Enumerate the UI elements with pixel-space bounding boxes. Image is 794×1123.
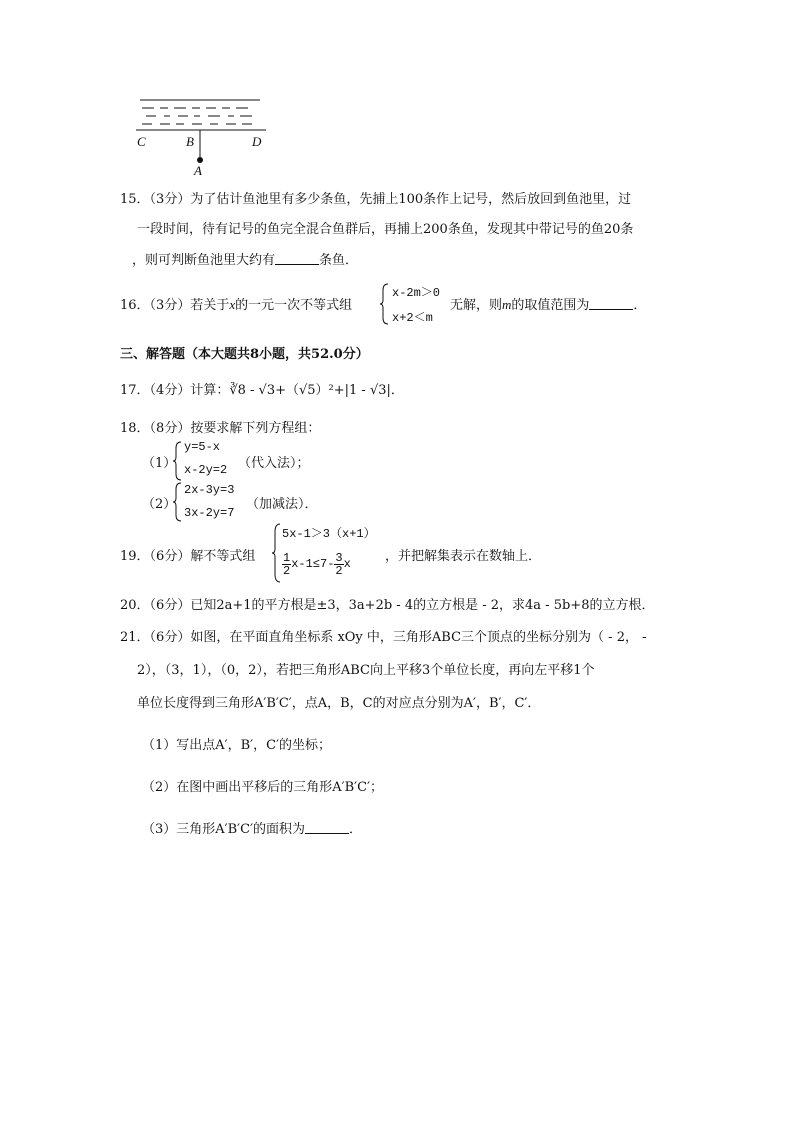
- q18-p2-eq2: 3x-2y=7: [184, 506, 235, 520]
- q19-suffix: ，并把解集表示在数轴上．: [385, 549, 542, 564]
- q18-p1-eq2: x-2y=2: [184, 463, 228, 477]
- q16-ineq2: x+2＜m: [392, 311, 433, 325]
- q18-p1-method: （代入法）；: [238, 456, 310, 471]
- q19-frac1-den: 2: [283, 563, 291, 578]
- q16-prefix: [120, 294, 352, 313]
- q19-ineq2-mid: x-1≤7-: [291, 557, 335, 571]
- label-b: B: [186, 134, 194, 149]
- q17-expression: ∛8 - √3+（√5）²+|1 - √3|．: [229, 383, 404, 398]
- q19-frac2-den: 2: [335, 563, 343, 578]
- q21-line2: 2），（3，1），（0，2），若把三角形ABC向上平移3个单位长度，再向左平移1个: [137, 663, 595, 678]
- q16-var-x: x: [229, 297, 236, 312]
- section-title: 三、解答题（本大题共8小题，共52.0分）: [120, 347, 369, 362]
- q15-line3-after: 条鱼．: [319, 253, 359, 268]
- answer-blank: [589, 297, 633, 310]
- q19-frac2: [334, 552, 343, 577]
- q16-suffix-b: 的取值范围为: [511, 298, 590, 313]
- q18-p2-eq1: 2x-3y=3: [184, 483, 235, 497]
- q16-suffix-a: 无解，则: [450, 298, 503, 313]
- q21-sub3-after: ．: [349, 822, 363, 837]
- q19-ineq2: [282, 549, 351, 579]
- q18-p1-eq1: y=5-x: [184, 440, 221, 454]
- q15-line2: 一段时间，待有记号的鱼完全混合鱼群后，再捕上200条鱼，发现其中带记号的鱼20条: [137, 222, 634, 237]
- q21-sub3-before: （3）三角形A′B′C′的面积为: [142, 822, 306, 837]
- q15-line1: 15．（3分）为了估计鱼池里有多少条鱼，先捕上100条作上记号，然后放回到鱼池里，过: [120, 192, 632, 207]
- q18-p2-brace: [173, 481, 183, 523]
- question-17: [120, 379, 404, 398]
- answer-blank: [275, 252, 319, 265]
- q19-brace: [272, 522, 282, 584]
- q16-end: ．: [633, 298, 647, 313]
- q18-p1-brace: [173, 440, 183, 482]
- q19-frac1: [282, 552, 291, 577]
- q19-ineq2-end: x: [343, 557, 351, 571]
- q18-prefix: 18．（8分）按要求解下列方程组：: [120, 421, 321, 436]
- answer-blank: [305, 821, 349, 834]
- q16-brace: [380, 282, 390, 326]
- q21-sub1: （1）写出点A′，B′，C′的坐标；: [142, 738, 332, 753]
- q16-prefix-text: 16．（3分）若关于: [120, 298, 230, 313]
- q15-line3: [132, 249, 358, 268]
- q16-var-m: m: [502, 297, 512, 312]
- q17-prefix: 17．（4分）计算：: [120, 383, 230, 398]
- q16-ineq1: x-2m＞0: [392, 286, 441, 300]
- q16-mid-text: 的一元一次不等式组: [235, 298, 353, 313]
- q18-p2-label: （2）: [142, 497, 177, 512]
- q18-p1-label: （1）: [142, 456, 177, 471]
- q21-line3: 单位长度得到三角形A′B′C′，点A，B，C的对应点分别为A′，B′，C′．: [137, 696, 541, 711]
- q19-frac1-num: 1: [283, 550, 291, 565]
- label-a: A: [194, 163, 202, 178]
- q19-prefix: 19．（6分）解不等式组: [120, 549, 256, 564]
- label-c: C: [137, 134, 146, 149]
- q21-line1: 21．（6分）如图，在平面直角坐标系 xOy 中，三角形ABC三个顶点的坐标分别为（ - 2， -: [120, 630, 647, 645]
- q15-line3-before: ，则可判断鱼池里大约有: [132, 253, 276, 268]
- label-d: D: [252, 134, 262, 149]
- q21-sub3: [142, 818, 362, 837]
- q18-p2-method: （加减法）．: [246, 497, 318, 512]
- q19-frac2-num: 3: [335, 550, 343, 565]
- q19-ineq1: 5x-1＞3（x+1）: [282, 527, 376, 541]
- q21-sub2: （2）在图中画出平移后的三角形A′B′C′；: [142, 780, 384, 795]
- q16-suffix: [450, 294, 646, 313]
- question-20: 20．（6分）已知2a+1的平方根是±3，3a+2b - 4的立方根是 - 2，求4a - 5b+8的立方根．: [120, 598, 655, 613]
